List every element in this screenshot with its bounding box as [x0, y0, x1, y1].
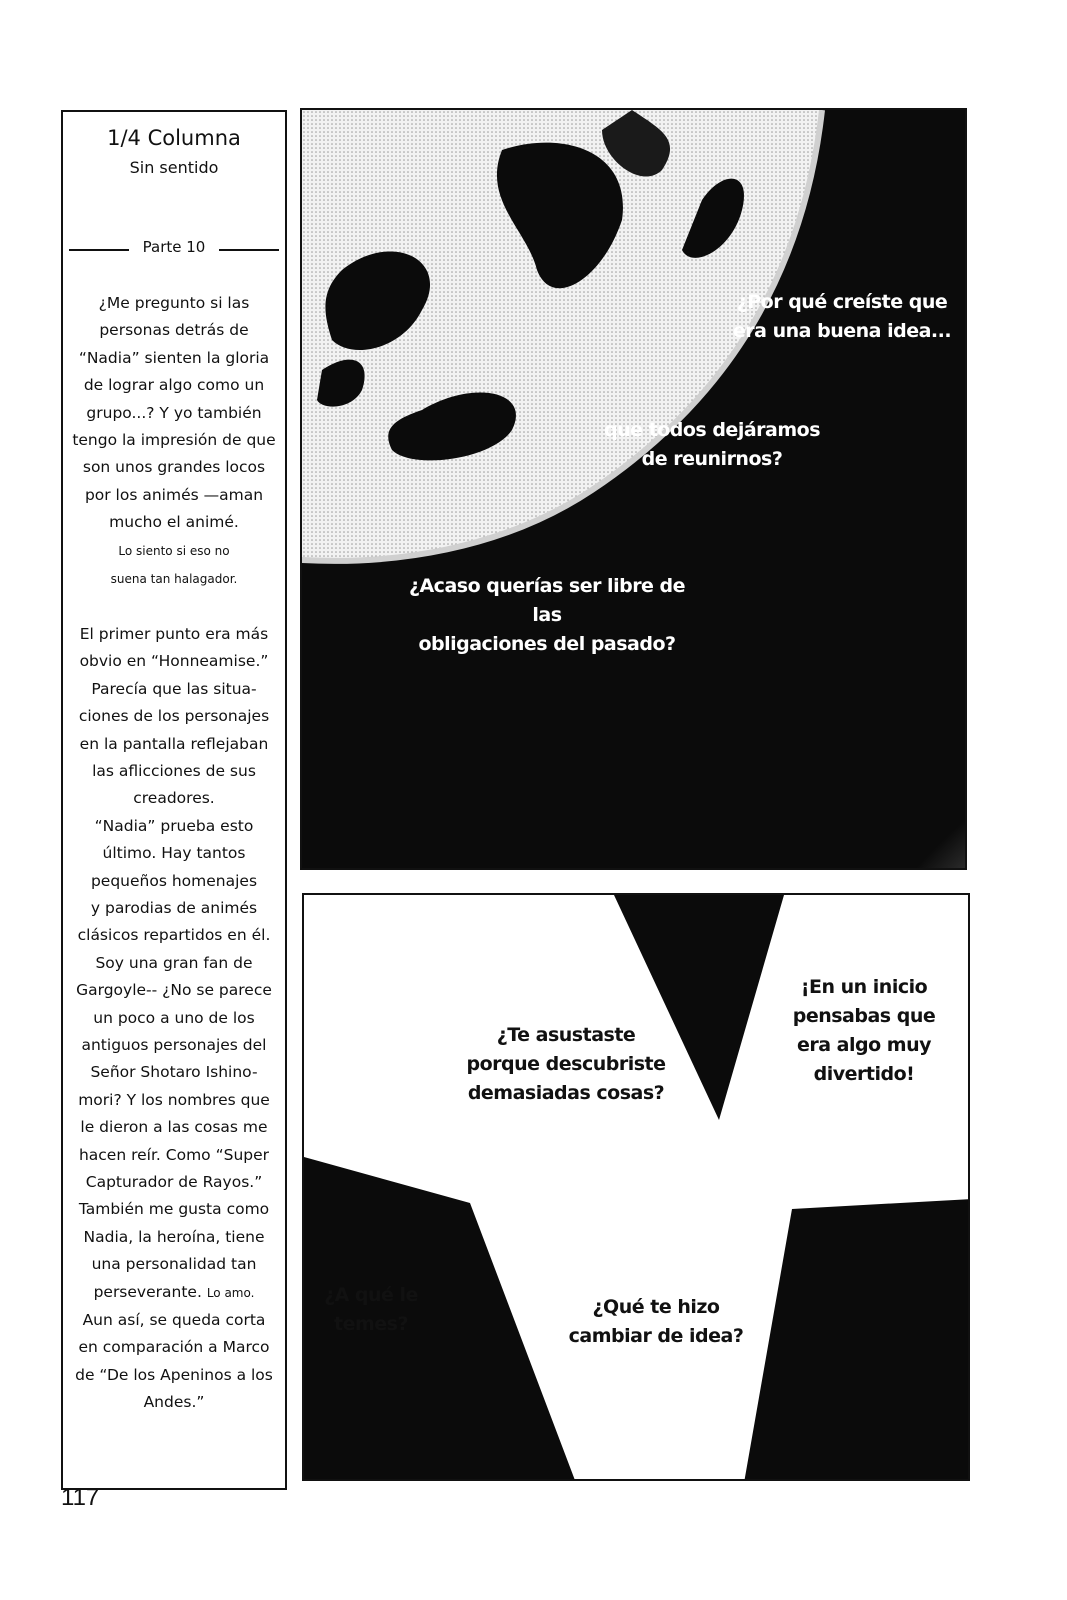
column-subtitle: Sin sentido: [129, 158, 219, 177]
paragraph-3: Aun así, se queda corta en comparación a Marco de “De los Apeninos a los Andes.”: [75, 1311, 273, 1412]
speech-bottom-4: ¿Qué te hizo cambiar de idea?: [568, 1296, 744, 1347]
column-box: [61, 110, 287, 1490]
speech-top-3: ¿Acaso querías ser libre de las obligaciones del pasado?: [408, 575, 686, 655]
aside-2: Lo amo.: [206, 1285, 255, 1300]
aside-1: Lo siento si eso no suena tan halagador.: [110, 543, 238, 587]
speech-top-2: que todos dejáramos de reunirnos?: [603, 419, 820, 470]
planet-illustration: [302, 110, 967, 870]
paragraph-2: El primer punto era más obvio en “Honneamise.” Parecía que las situa- ciones de los personajes en la pantalla reflejaban las aflicciones de sus creadores. “Nadia” prueba esto último. Hay tantos pequeños homenajes y parodias de animés clásicos repartidos en él. Soy una gran fan de Gargoyle-- ¿No se parece un poco a uno de los antiguos personajes del Señor Shotaro Ishino- mori? Y los nombres que le dieron a las cosas me hacen reír. Como “Super Capturador de Rayos.” También me gusta como Nadia, la heroína, tiene una personalidad tan perseverante.: [76, 624, 272, 1301]
panel-jagged: [302, 893, 970, 1481]
speech-top-1: ¿Por qué creíste que era una buena idea...: [732, 291, 952, 342]
panel-planet: [300, 108, 967, 870]
column-title: 1/4 Columna: [107, 126, 241, 150]
column-body: [71, 290, 277, 1417]
speech-bottom-1: ¿Te asustaste porque descubriste demasiadas cosas?: [466, 1024, 666, 1104]
column-part: Parte 10: [142, 238, 206, 256]
paragraph-1: ¿Me pregunto si las personas detrás de “Nadia” sienten la gloria de lograr algo como un grupo...? Y yo también tengo la impresión de que son unos grandes locos por los animés —aman mucho el animé.: [72, 294, 276, 532]
divider-right: [219, 249, 279, 251]
page-number: 117: [61, 1484, 100, 1511]
speech-bottom-3: ¿A qué le temes?: [324, 1284, 418, 1335]
speech-bottom-2: ¡En un inicio pensabas que era algo muy divertido!: [792, 976, 936, 1085]
